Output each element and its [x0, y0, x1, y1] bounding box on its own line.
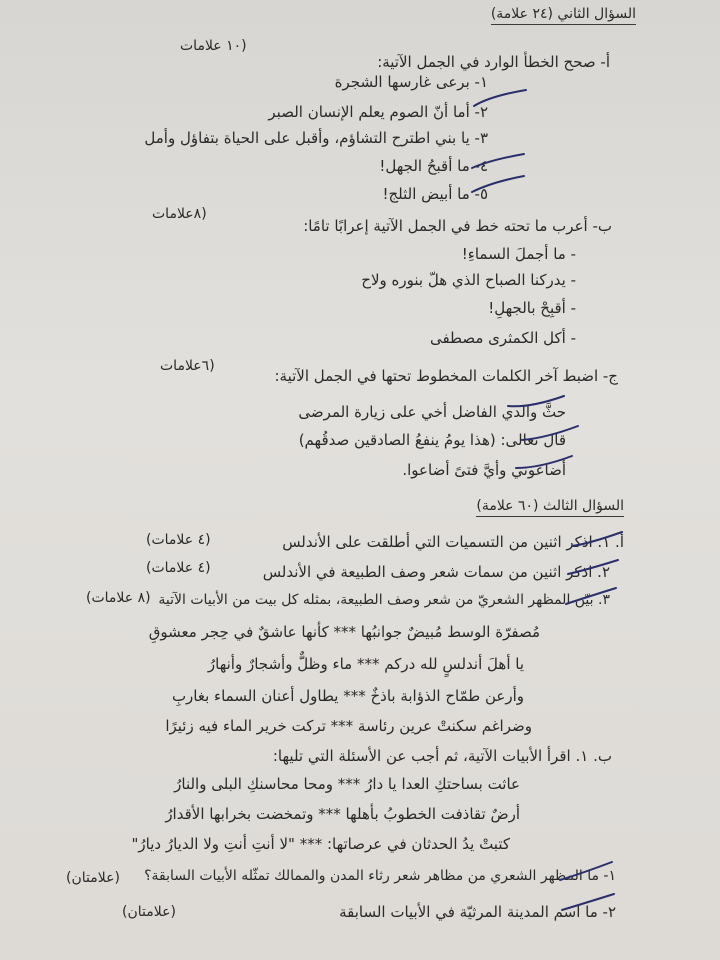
q2c-title: ج- اضبط آخر الكلمات المخطوط تحتها في الجمل الآتية: — [274, 367, 618, 385]
q3-verse1-3: وأرعن طمّاح الذؤابة باذخٌ *** يطاول أعنان السماء بغاربِ — [171, 687, 524, 705]
q2a-item-3: ٣- يا بني اطترح التشاؤم، وأقبل على الحياة بتفاؤل وأمل — [144, 129, 488, 147]
q3a3-text: ٣. بيّن المظهر الشعريّ من شعر وصف الطبيعة، بمثله كل بيت من الأبيات الآتية — [158, 592, 610, 608]
q3a1-text: أ. ١. اذكر اثنين من التسميات التي أطلقت على الأندلس — [282, 533, 624, 551]
q3bq2-text: ٢- ما اسم المدينة المرثيّة في الأبيات السابقة — [339, 903, 616, 921]
q3bq1-text: ١- ما المظهر الشعري من مظاهر شعر رثاء المدن والممالك تمثّله الأبيات السابقة؟ — [144, 868, 616, 884]
q3a2-marks: (٤ علامات) — [146, 560, 211, 576]
q2b-item-2: - يدركنا الصباح الذي هلّ بنوره ولاح — [361, 271, 576, 289]
q2c-item-3: أضاعوني وأيَّ فتىً أضاعوا. — [402, 461, 566, 479]
q2c-marks: (٦علامات — [160, 358, 215, 374]
q2-header: السؤال الثاني (٢٤ علامة) — [491, 4, 636, 25]
q3-verse1-4: وضراغم سكنتْ عرين رئاسة *** تركت خرير الماء فيه زئيرًا — [165, 717, 532, 735]
q2a-item-2: ٢- أما أنّ الصوم يعلم الإنسان الصبر — [268, 103, 488, 121]
q2a-title: أ- صحح الخطأ الوارد في الجمل الآتية: — [377, 53, 610, 71]
q2c-item-1: حثَّ والدي الفاضل أخي على زيارة المرضى — [298, 403, 566, 421]
q3a2-text: ٢. اذكر اثنين من سمات شعر وصف الطبيعة في الأندلس — [262, 563, 610, 581]
q3-verse2-2: أرضٌ تقاذفت الخطوبُ بأهلها *** وتمخضت بخرابها الأقدارُ — [165, 805, 520, 823]
q2a-item-1: ١- برعى غارسها الشجرة — [334, 73, 488, 91]
q3-verse1-2: يا أهلَ أندلسٍ لله دركم *** ماء وظلٌّ وأشجارٌ وأنهارُ — [207, 655, 524, 673]
q2b-title: ب- أعرب ما تحته خط في الجمل الآتية إعرابًا تامًا: — [303, 217, 612, 235]
q3-verse1-1: مُصفرّة الوسط مُبيضٌ جوانبُها *** كأنها عاشقٌ في حِجر معشوقِ — [148, 623, 540, 641]
q2a-marks: (١٠ علامات — [180, 38, 247, 54]
q2c-item-2: قال تعالى: (هذا يومُ ينفعُ الصادقين صدقُهم) — [298, 431, 566, 449]
q3b-text: ب. ١. اقرأ الأبيات الآتية، ثم أجب عن الأسئلة التي تليها: — [272, 747, 612, 765]
q2a-item-4: ٤- ما أقبحُ الجهل! — [379, 157, 488, 175]
q2b-item-3: - أقبِحْ بالجهلِ! — [488, 299, 576, 317]
q3-verse2-1: عاثت بساحتكِ العدا يا دارُ *** ومحا محاسنكِ البلى والنارُ — [174, 775, 520, 793]
q3a3-marks: (٨ علامات) — [86, 590, 151, 606]
q3a1-marks: (٤ علامات) — [146, 532, 211, 548]
q3-header: السؤال الثالث (٦٠ علامة) — [476, 496, 624, 517]
q3bq1-marks: (علامتان) — [66, 870, 120, 886]
q2a-item-5: ٥- ما أبيض الثلج! — [382, 185, 488, 203]
q2b-item-1: - ما أجملَ السماءِ! — [461, 245, 576, 263]
q2b-item-4: - أكل الكمثرى مصطفى — [429, 329, 576, 347]
q3bq2-marks: (علامتان) — [122, 904, 176, 920]
q3-verse2-3: كتبتْ يدُ الحدثان في عرصاتها: *** "لا أنتِ أنتِ ولا الديارُ ديارُ" — [131, 835, 510, 853]
q2b-marks: (٨علامات — [152, 206, 207, 222]
